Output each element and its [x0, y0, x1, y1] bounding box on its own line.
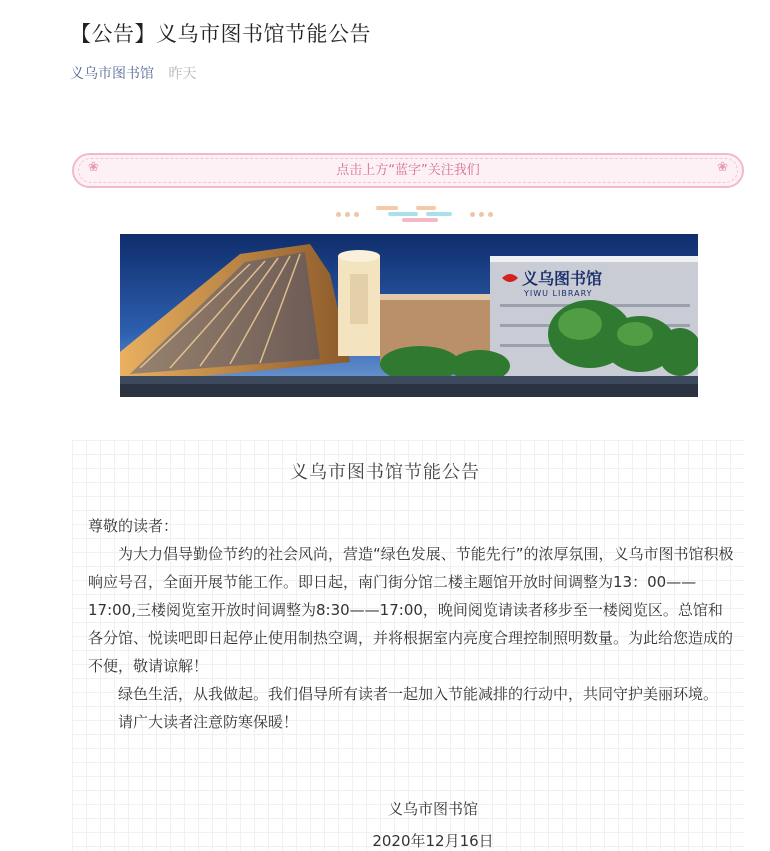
notice-paragraph: 请广大读者注意防寒保暖！: [118, 713, 299, 731]
library-building-photo-icon: [120, 234, 698, 397]
flower-right-icon: ❀: [717, 160, 728, 175]
publish-time: 昨天: [168, 66, 197, 82]
notice-body: [88, 512, 734, 736]
notice-paragraph: 为大力倡导勤俭节约的社会风尚，营造“绿色发展、节能先行”的浓厚氛围，义乌市图书馆积极响应号召，全面开展节能工作。即日起，南门街分馆二楼主题馆开放时间调整为13：00——17:00,三楼阅览室开放时间调整为8:30——17:00，晚间阅览请读者移步至一楼阅览区。总馆和各分馆、悦读吧即日起停止使用制热空调，并将根据室内亮度合理控制照明数量。为此给您造成的不便，敬请谅解！: [88, 545, 734, 675]
notice-title: 义乌市图书馆节能公告: [290, 462, 480, 483]
article-title: 【公告】义乌市图书馆节能公告: [70, 22, 371, 46]
notice-paragraph: 绿色生活，从我做起。我们倡导所有读者一起加入节能减排的行动中，共同守护美丽环境。: [118, 685, 719, 703]
notice-signature: 义乌市图书馆: [387, 800, 478, 818]
decorative-divider: [330, 206, 500, 226]
follow-banner[interactable]: [72, 153, 744, 188]
notice-date: 2020年12月16日: [372, 832, 494, 850]
account-name-link[interactable]: 义乌市图书馆: [70, 66, 154, 82]
library-building-image: [120, 234, 698, 397]
follow-text: 点击上方“蓝字”关注我们: [336, 163, 480, 178]
flower-left-icon: ❀: [88, 160, 99, 175]
notice-greeting: 尊敬的读者：: [88, 517, 179, 535]
article-meta: [70, 63, 196, 83]
svg-text:义乌图书馆: 义乌图书馆: [522, 269, 603, 288]
svg-text:YIWU LIBRARY: YIWU LIBRARY: [524, 289, 593, 298]
